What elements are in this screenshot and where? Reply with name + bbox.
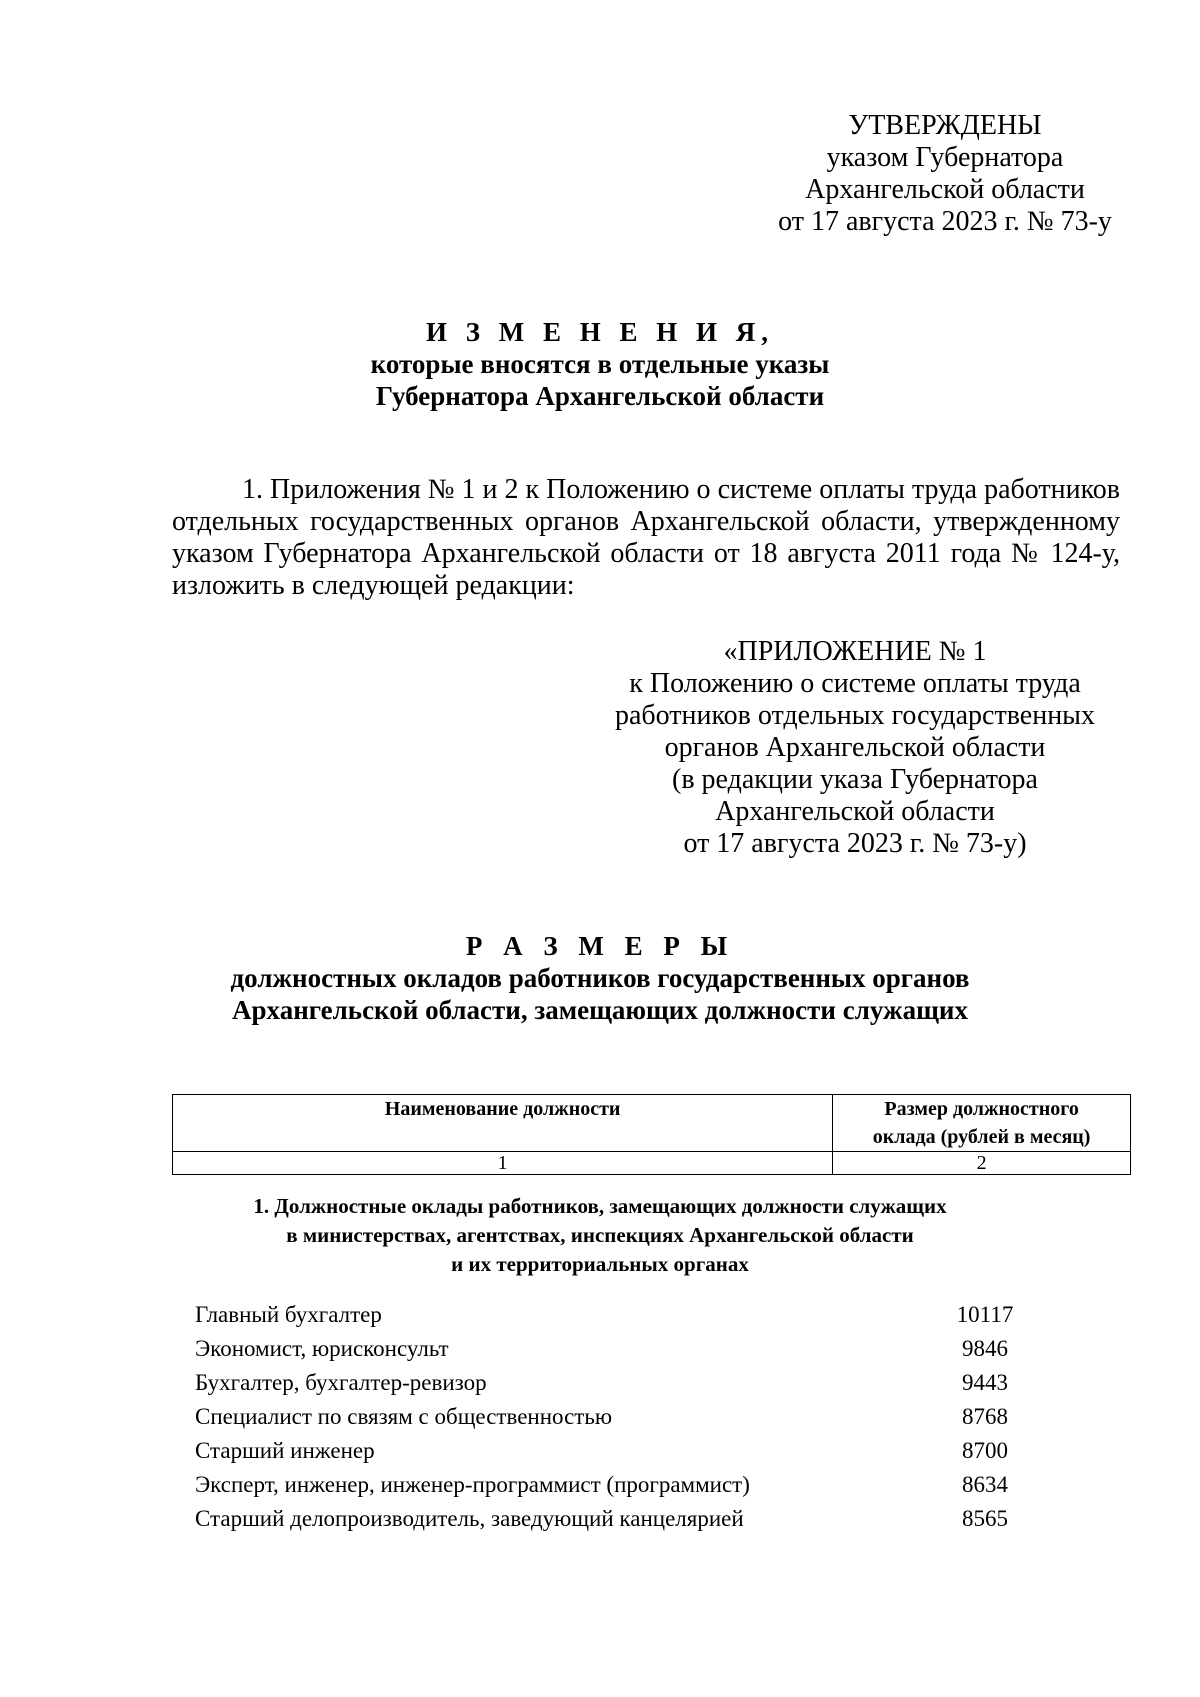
- paragraph-line: 1. Приложения № 1 и 2 к Положению о системе оплаты труда работников: [242, 474, 1120, 505]
- appendix-line: «ПРИЛОЖЕНИЕ № 1: [723, 636, 987, 667]
- appendix-line: органов Архангельской области: [664, 732, 1046, 763]
- table-header-row: [173, 1095, 1131, 1152]
- sizes-heading: Р А З М Е Р Ы: [465, 931, 735, 961]
- position-salary: 8565: [962, 1506, 1008, 1531]
- position-name: Старший делопроизводитель, заведующий канцелярией: [195, 1506, 744, 1531]
- position-name: Специалист по связям с общественностью: [195, 1404, 613, 1429]
- appendix-line: Архангельской области: [715, 796, 995, 827]
- main-paragraph: [172, 474, 1120, 602]
- approval-line: от 17 августа 2023 г. № 73-у: [778, 206, 1112, 237]
- column-number: 1: [173, 1152, 833, 1175]
- table-row: [195, 1298, 1075, 1332]
- section-1-title: [150, 1192, 1050, 1279]
- appendix-line: от 17 августа 2023 г. № 73-у): [683, 828, 1027, 859]
- position-name: Старший инженер: [195, 1438, 375, 1463]
- sizes-title: [150, 930, 1050, 1026]
- section-title-line: 1. Должностные оклады работников, замещающих должности служащих: [253, 1194, 947, 1218]
- approval-line: Архангельской области: [805, 174, 1085, 205]
- paragraph-line: изложить в следующей редакции:: [172, 570, 575, 601]
- table-row: [195, 1332, 1075, 1366]
- appendix-line: (в редакции указа Губернатора: [672, 764, 1038, 795]
- position-salary: 8634: [962, 1472, 1008, 1497]
- appendix-line: к Положению о системе оплаты труда: [629, 668, 1081, 699]
- column-number: 2: [833, 1152, 1131, 1175]
- position-salary: 8700: [962, 1438, 1008, 1463]
- appendix-block: [580, 636, 1130, 860]
- position-salary: 9846: [962, 1336, 1008, 1361]
- table-row: [195, 1434, 1075, 1468]
- changes-heading: И З М Е Н Е Н И Я,: [425, 317, 774, 347]
- paragraph-line: указом Губернатора Архангельской области от 18 августа 2011 года № 124-у,: [172, 538, 1120, 569]
- approval-block: [760, 110, 1130, 238]
- column-header-salary: Размер должностного оклада (рублей в месяц): [833, 1095, 1131, 1152]
- column-header-position: Наименование должности: [173, 1095, 833, 1152]
- approval-line: УТВЕРЖДЕНЫ: [848, 110, 1042, 141]
- table-number-row: [173, 1152, 1131, 1175]
- table-row: [195, 1366, 1075, 1400]
- sizes-subheading: Архангельской области, замещающих должности служащих: [232, 995, 968, 1025]
- approval-line: указом Губернатора: [826, 142, 1064, 173]
- section-title-line: и их территориальных органах: [451, 1252, 749, 1276]
- position-name: Экономист, юрисконсульт: [195, 1336, 449, 1361]
- changes-subheading: Губернатора Архангельской области: [375, 381, 825, 411]
- table-row: [195, 1468, 1075, 1502]
- position-name: Эксперт, инженер, инженер-программист (программист): [195, 1472, 750, 1497]
- paragraph-line: отдельных государственных органов Архангельской области, утвержденному: [172, 506, 1120, 537]
- position-salary: 8768: [962, 1404, 1008, 1429]
- position-salary: 9443: [962, 1370, 1008, 1395]
- position-name: Главный бухгалтер: [195, 1302, 382, 1327]
- salary-table-header: [172, 1094, 1131, 1175]
- table-row: [195, 1400, 1075, 1434]
- sizes-subheading: должностных окладов работников государственных органов: [230, 963, 970, 993]
- appendix-line: работников отдельных государственных: [614, 700, 1095, 731]
- table-row: [195, 1502, 1075, 1536]
- changes-subheading: которые вносятся в отдельные указы: [370, 349, 830, 379]
- section-title-line: в министерствах, агентствах, инспекциях Архангельской области: [286, 1223, 914, 1247]
- changes-title: [150, 316, 1050, 412]
- position-name: Бухгалтер, бухгалтер-ревизор: [195, 1370, 487, 1395]
- positions-list: [195, 1298, 1075, 1536]
- position-salary: 10117: [956, 1302, 1014, 1327]
